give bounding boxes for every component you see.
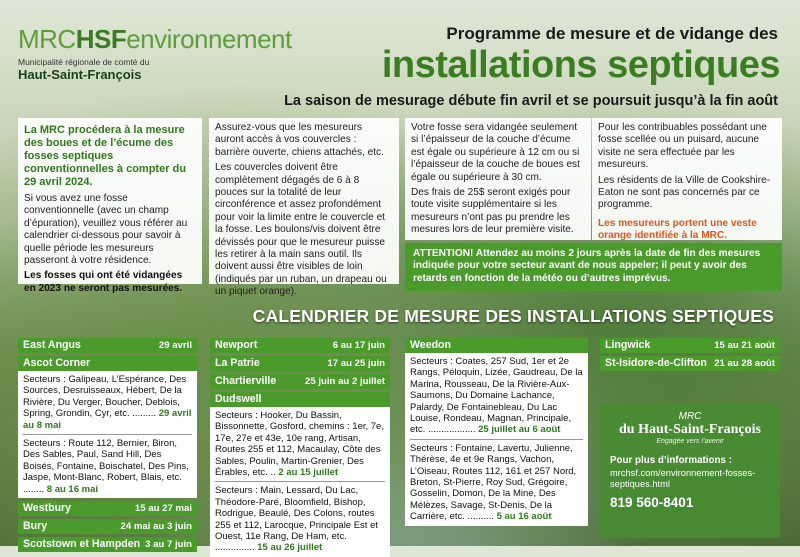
schedule-chartierville [210,374,390,389]
phone-number[interactable]: 819 560-8401 [610,495,694,510]
town-name: Dudswell [215,393,262,405]
town-date: 24 mai au 3 juin [120,521,192,533]
town-header [210,392,390,407]
sector-date: 5 au 16 août [496,511,552,523]
logo [18,26,292,82]
mrc-logo-line1: MRC [678,411,702,422]
sector-list [210,407,390,557]
schedule-dudswell [210,392,390,557]
calendar-column-4 [600,338,780,371]
lids-text: Les couvercles doivent être complètement dégagés de 6 à 8 pouces sur la totalité de leur circonférence et assez profondément pour voir la limite entre le couvercle et la fosse. Les boulons/vis doivent être dévissés pour que le mesureur puisse les retirer à la main sans outil. Ils doivent aussi être visibles de loin (indiqués par un ruban, un drapeau ou un piquet orange). [215,162,387,298]
calendar-column-2 [210,338,390,557]
schedule-scotstown [18,537,197,552]
schedule-bury [18,519,197,534]
town-name: Bury [23,520,48,533]
logo-mrc: MRC [18,24,76,54]
town-name: Newport [215,339,258,351]
town-date: 17 au 25 juin [327,358,385,369]
orange-vest-note: Les mesureurs portent une veste orange identifiée à la MRC. [598,217,757,242]
info-link[interactable]: mrchsf.com/environnement-fosses-septiques.html [610,468,756,489]
divider [23,434,192,435]
town-date: 29 avril [158,340,192,351]
town-header [405,338,588,353]
access-panel [209,118,399,298]
town-name: Chartierville [215,375,277,387]
intro-panel [18,118,202,294]
cookshire-text: Les résidents de la Ville de Cookshire-Eaton ne sont pas concernés par ce programme. [598,174,771,211]
logo-region: Haut-Saint-François [18,67,142,82]
sector-date: 25 juillet au 6 août [478,424,561,436]
schedule-weedon [405,338,588,526]
logo-wordmark [18,26,292,52]
town-date: 21 au 28 août [714,358,775,369]
town-header [18,356,197,371]
town-date: 15 au 27 mai [134,503,192,515]
calendar-column-3 [405,338,588,526]
town-date: 15 au 21 août [714,340,775,351]
town-name: St-Isidore-de-Clifton [605,357,707,369]
sector-text: Secteurs : Galipeau, L’Espérance, Des Sources, Desruisseaux, Hébert, De la Rivière, Du Verger, Boucher, Deblois, Spring, Grondin, Cyr, etc. ......... [23,374,187,420]
schedule-st-isidore [600,356,780,371]
page-subtitle: La saison de mesurage débute fin avril et se poursuit jusqu’à la fin août [284,93,778,109]
sector-text: Secteurs : Fontaine, Lavertu, Julienne, Thérèse, 4e et 9e Rangs, Vachon, L’Oiseau, Routes 112, 161 et 257 Nord, Breton, St-Pierre, Roy Sud, Grégoire, Gosselin, Domon, De la Mine, Des Mélèzes, Savage, St-Denis, De la Carrière, etc. .......... [410,442,577,523]
intro-text: Si vous avez une fosse conventionnelle (avec un champ d’épuration), veuillez vous référer au calendrier ci-dessous pour savoir à quelle période les mesureurs passeront à votre résidence. [24,193,188,267]
schedule-ascot-corner [18,356,197,498]
town-name: Weedon [410,339,452,351]
schedule-newport [210,338,390,353]
calendar-column-1 [18,338,197,552]
access-text: Assurez-vous que les mesureurs auront accès à vos couvercles : barrière ouverte, chiens attachés, etc. [215,122,384,158]
intro-note: Les fosses qui ont été vidangées en 2023 ne seront pas mesurées. [24,270,183,294]
logo-subtitle: Municipalité régionale de comté du [18,57,150,67]
sector-list [405,353,588,526]
sector-date: 8 au 16 mai [46,483,98,495]
town-date: 3 au 7 juin [145,539,192,551]
town-name: La Patrie [215,357,260,369]
sector-text: Secteurs : Hooker, Du Bassin, Bissonnette, Gosford, chemins : 1er, 7e, 17e, 27e et 43e, 10e rang, Artisan, Routes 255 et 112, Macaulay, Côte des Sables, Poulin, Martin-Grenier, Des Érables, etc. .. [215,410,384,479]
sector-text: Secteurs : Coates, 257 Sud, 1er et 2e Rangs, Péloquin, Lizée, Gaudreau, De la Marina, Rousseau, De la Rivière-Aux-Saumons, Du Domaine Lachance, Palardy, De Fontainebleau, Du Lac Louise, Rondeau, Magnan, Principale, etc. .................. [410,356,583,436]
logo-env: environnement [126,24,292,54]
exclusions-panel [592,118,782,240]
sector-list [18,371,197,498]
sector-text: Secteurs : Route 112, Bernier, Biron, Des Sables, Paul, Sand Hill, Des Boisés, Fontaine, Boischatel, Des Pins, Jaspe, Mont-Blanc, Robert, Blais, etc. ........ [23,438,189,495]
pumping-panel [405,118,591,240]
sector-date: 15 au 26 juillet [257,542,323,554]
town-name: Lingwick [605,339,651,351]
intro-lead: La MRC procédera à la mesure des boues et de l’écume des fosses septiques conventionnelles à compter du 29 avril 2024. [24,124,186,188]
info-label: Pour plus d’informations : [610,455,732,466]
divider [410,439,583,440]
logo-hsf: HSF [75,24,127,54]
town-date: 25 juin au 2 juillet [305,376,385,387]
sector-date: 2 au 15 juillet [278,467,339,479]
calendar-title: CALENDRIER DE MESURE DES INSTALLATIONS SEPTIQUES [252,306,774,326]
sealed-tank-text: Pour les contribuables possédant une fosse scellée ou un puisard, aucune visite ne sera effectuée par les mesureurs. [598,122,767,171]
page-title: installations septiques [381,44,780,86]
divider [215,481,385,482]
mrc-logo-line2: du Haut-Saint-François [619,422,761,437]
sector-date: 29 avril au 8 mai [23,408,192,431]
sector-text: Secteurs : Main, Lessard, Du Lac, Théodore-Paré, Bloomfield, Bishop, Rodrigue, Beaulé, Des Colons, routes 255 et 112, Larocque, Principale Est et Ouest, 11e Rang, De Ham, etc. ............... [215,485,379,554]
contact-box [600,403,780,538]
town-name: Scotstown et Hampden [23,538,141,551]
schedule-east-angus [18,338,197,353]
schedule-la-patrie [210,356,390,371]
schedule-westbury [18,501,197,516]
town-name: Westbury [23,502,72,515]
town-date: 6 au 17 juin [332,340,385,351]
program-title: Programme de mesure et de vidange des [446,24,778,43]
attention-notice: ATTENTION! Attendez au moins 2 jours après la date de fin des mesures indiquée pour votre secteur avant de nous appeler; il peut y avoir des retards en fonction de la météo ou d’autres imprévus. [405,243,782,291]
pumping-text: Votre fosse sera vidangée seulement si l’épaisseur de la couche d’écume est égale ou supérieure à 12 cm ou si l’épaisseur de la couche de boues est égale ou supérieure à 30 cm. [411,122,580,183]
schedule-lingwick [600,338,780,353]
town-name: Ascot Corner [23,357,91,369]
mrc-logo-tagline: Engagée vers l’avenir [656,438,724,445]
town-name: East Angus [23,339,81,351]
mrc-logo [610,411,770,445]
fees-text: Des frais de 25$ seront exigés pour toute visite supplémentaire si les mesureurs n’ont pas pu prendre les mesures lors de leur première visite. [411,187,574,236]
